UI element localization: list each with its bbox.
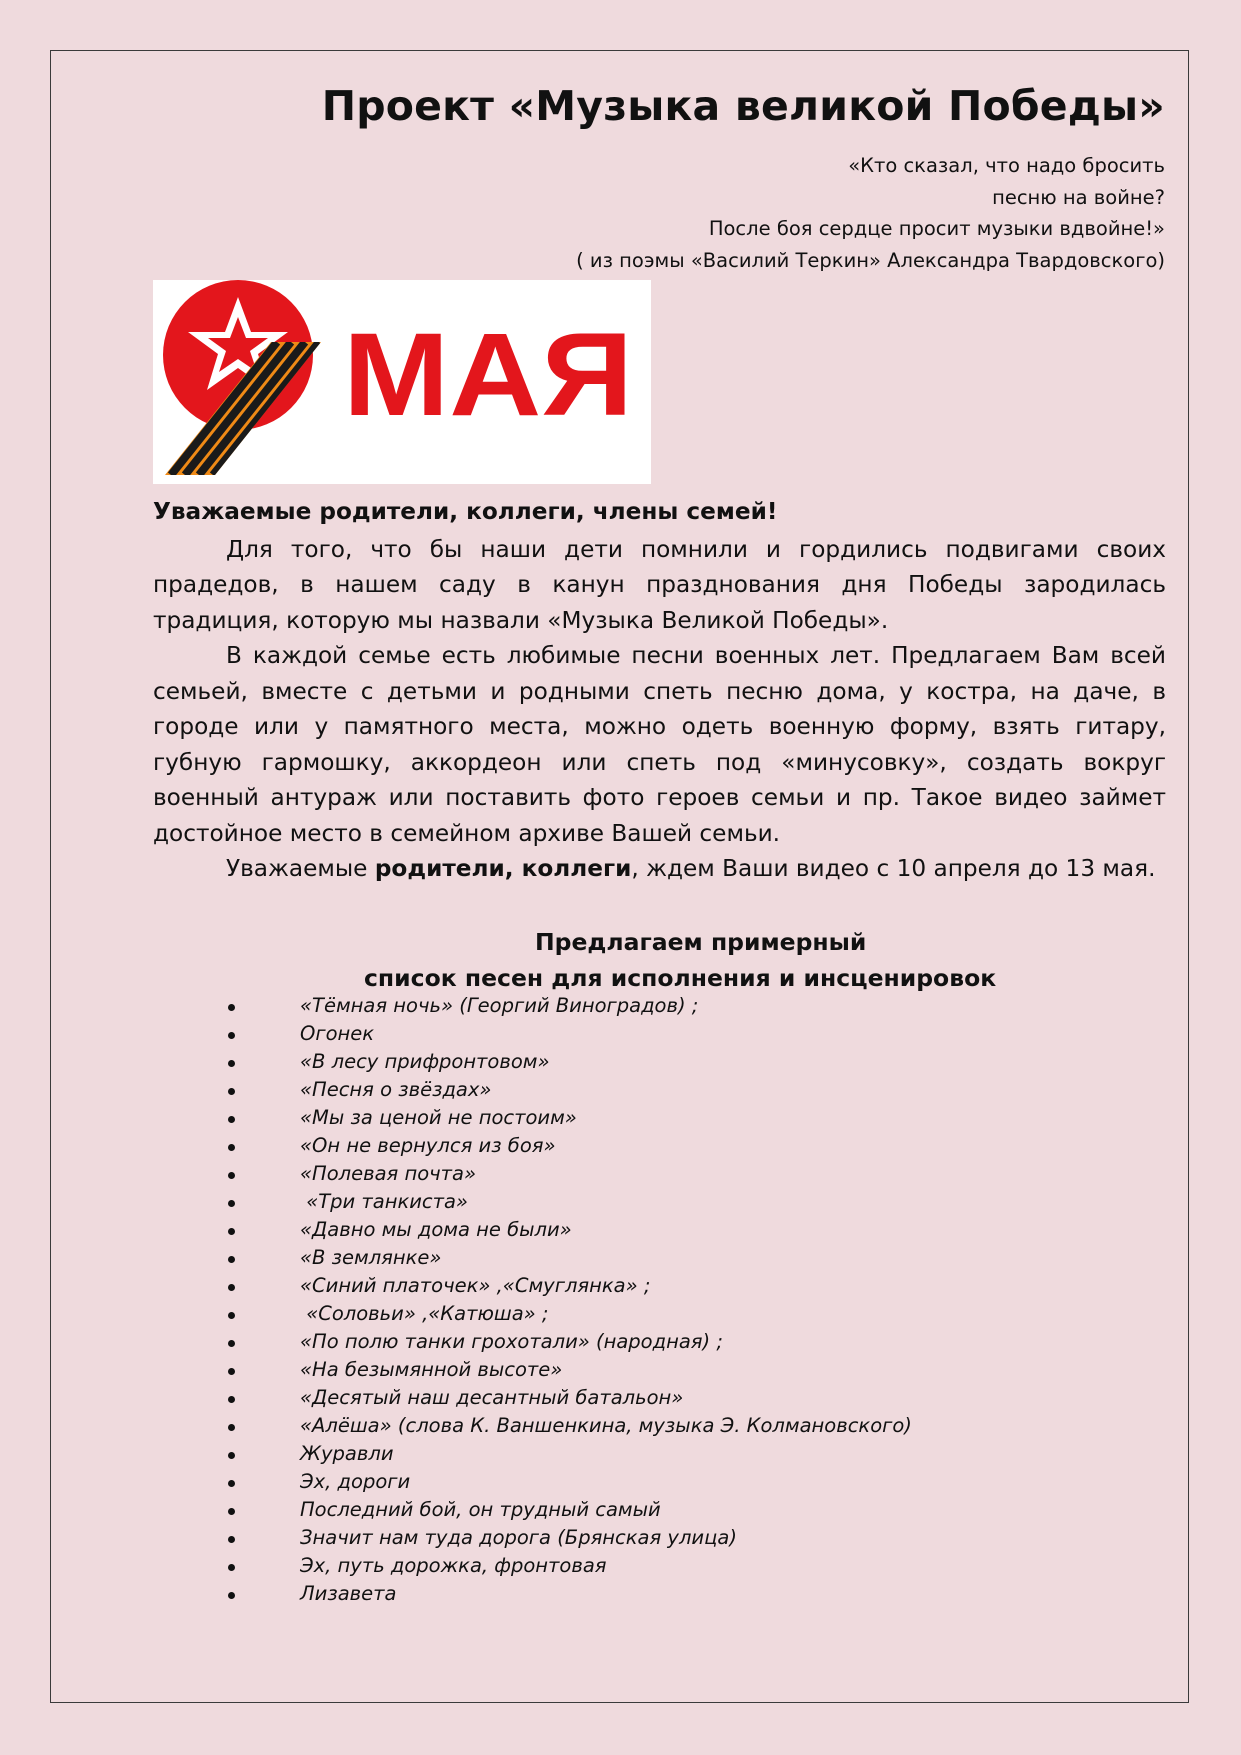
song-title: Огонек	[300, 1022, 375, 1045]
bullet-icon	[228, 1004, 235, 1011]
bullet-icon	[228, 1312, 235, 1319]
epigraph-line: После боя сердце просит музыки вдвойне!»	[708, 217, 1165, 240]
song-list-item	[228, 1580, 912, 1608]
epigraph-line: песню на войне?	[992, 185, 1165, 209]
song-title: Журавли	[300, 1442, 394, 1465]
bullet-icon	[228, 1340, 235, 1347]
song-title: «Давно мы дома не были»	[300, 1218, 572, 1241]
song-list-item	[228, 1188, 912, 1216]
bullet-icon	[228, 1424, 235, 1431]
song-title: «В землянке»	[300, 1246, 442, 1269]
bullet-icon	[228, 1284, 235, 1291]
invitation-suffix: , ждем Ваши видео с 10 апреля до 13 мая.	[631, 855, 1156, 882]
page-title: Проект «Музыка великой Победы»	[321, 82, 1165, 130]
bullet-icon	[228, 1256, 235, 1263]
paragraph: Для того, что бы наши дети помнили и гордились подвигами своих прадедов, в нашем саду в канун празднования дня Победы зародилась традиция, которую мы назвали «Музыка Великой Победы».	[153, 535, 1166, 634]
bullet-icon	[228, 1592, 235, 1599]
epigraph	[576, 150, 1165, 276]
song-list	[228, 992, 912, 1608]
paragraph: В каждой семье есть любимые песни военных лет. Предлагаем Вам всей семьей, вместе с детьми и родными спеть песню дома, у костра, на даче, в городе или у памятного места, можно одеть военную форму, взять гитару, губную гармошку, аккордеон или спеть под «минусовку», создать вокруг военный антураж или поставить фото героев семьи и пр. Такое видео займет достойное место в семейном архиве Вашей семьи.	[153, 642, 1166, 847]
song-title: «Мы за ценой не постоим»	[300, 1106, 577, 1129]
may-9-banner	[153, 280, 651, 484]
song-title: «Соловьи» ,«Катюша» ;	[300, 1302, 549, 1325]
bullet-icon	[228, 1200, 235, 1207]
bullet-icon	[228, 1144, 235, 1151]
bullet-icon	[228, 1508, 235, 1515]
bullet-icon	[228, 1088, 235, 1095]
song-title: «Полевая почта»	[300, 1162, 477, 1185]
may-9-logo	[153, 280, 651, 484]
epigraph-source: ( из поэмы «Василий Теркин» Александра Твардовского)	[576, 248, 1165, 272]
bullet-icon	[228, 1480, 235, 1487]
song-list-item	[228, 992, 912, 1020]
invitation-bold: родители, коллеги	[374, 855, 632, 882]
song-list-item	[228, 1104, 912, 1132]
bullet-icon	[228, 1060, 235, 1067]
bullet-icon	[228, 1368, 235, 1375]
song-list-item	[228, 1132, 912, 1160]
invitation	[153, 851, 1166, 887]
song-title: Последний бой, он трудный самый	[300, 1498, 661, 1521]
song-title: «Он не вернулся из боя»	[300, 1134, 556, 1157]
song-title: «По полю танки грохотали» (народная) ;	[300, 1330, 723, 1353]
song-list-item	[228, 1496, 912, 1524]
bullet-icon	[228, 1228, 235, 1235]
heading-line: список песен для исполнения и инсценировок	[364, 964, 997, 992]
song-title: «Алёша» (слова К. Ваншенкина, музыка Э. Колмановского)	[300, 1414, 912, 1437]
heading-line: Предлагаем примерный	[535, 928, 867, 956]
song-list-item	[228, 1048, 912, 1076]
song-title: «Песня о звёздах»	[300, 1078, 492, 1101]
song-list-item	[228, 1384, 912, 1412]
bullet-icon	[228, 1536, 235, 1543]
song-list-item	[228, 1216, 912, 1244]
song-title: Лизавета	[300, 1582, 397, 1605]
song-list-item	[228, 1300, 912, 1328]
bullet-icon	[228, 1172, 235, 1179]
song-list-item	[228, 1160, 912, 1188]
bullet-icon	[228, 1564, 235, 1571]
song-title: Эх, путь дорожка, фронтовая	[300, 1554, 607, 1577]
song-list-item	[228, 1356, 912, 1384]
song-list-item	[228, 1524, 912, 1552]
song-list-item	[228, 1020, 912, 1048]
song-list-item	[228, 1440, 912, 1468]
letter-body	[153, 494, 1166, 887]
song-list-item	[228, 1328, 912, 1356]
song-title: Значит нам туда дорога (Брянская улица)	[300, 1526, 737, 1549]
song-title: «Десятый наш десантный батальон»	[300, 1386, 684, 1409]
song-list-item	[228, 1076, 912, 1104]
bullet-icon	[228, 1116, 235, 1123]
bullet-icon	[228, 1396, 235, 1403]
bullet-icon	[228, 1032, 235, 1039]
song-list-item	[228, 1244, 912, 1272]
song-list-item	[228, 1468, 912, 1496]
song-list-heading	[153, 924, 1166, 996]
greeting: Уважаемые родители, коллеги, члены семей!	[153, 498, 778, 525]
song-title: «На безымянной высоте»	[300, 1358, 563, 1381]
song-title: «В лесу прифронтовом»	[300, 1050, 550, 1073]
banner-month-text: МАЯ	[343, 309, 633, 441]
song-list-item	[228, 1272, 912, 1300]
song-title: «Три танкиста»	[300, 1190, 468, 1213]
bullet-icon	[228, 1452, 235, 1459]
song-title: Эх, дороги	[300, 1470, 411, 1493]
song-title: «Синий платочек» ,«Смуглянка» ;	[300, 1274, 651, 1297]
invitation-prefix: Уважаемые	[226, 855, 375, 882]
song-list-item	[228, 1552, 912, 1580]
song-title: «Тёмная ночь» (Георгий Виноградов) ;	[300, 994, 699, 1017]
epigraph-line: «Кто сказал, что надо бросить	[848, 154, 1165, 177]
song-list-item	[228, 1412, 912, 1440]
